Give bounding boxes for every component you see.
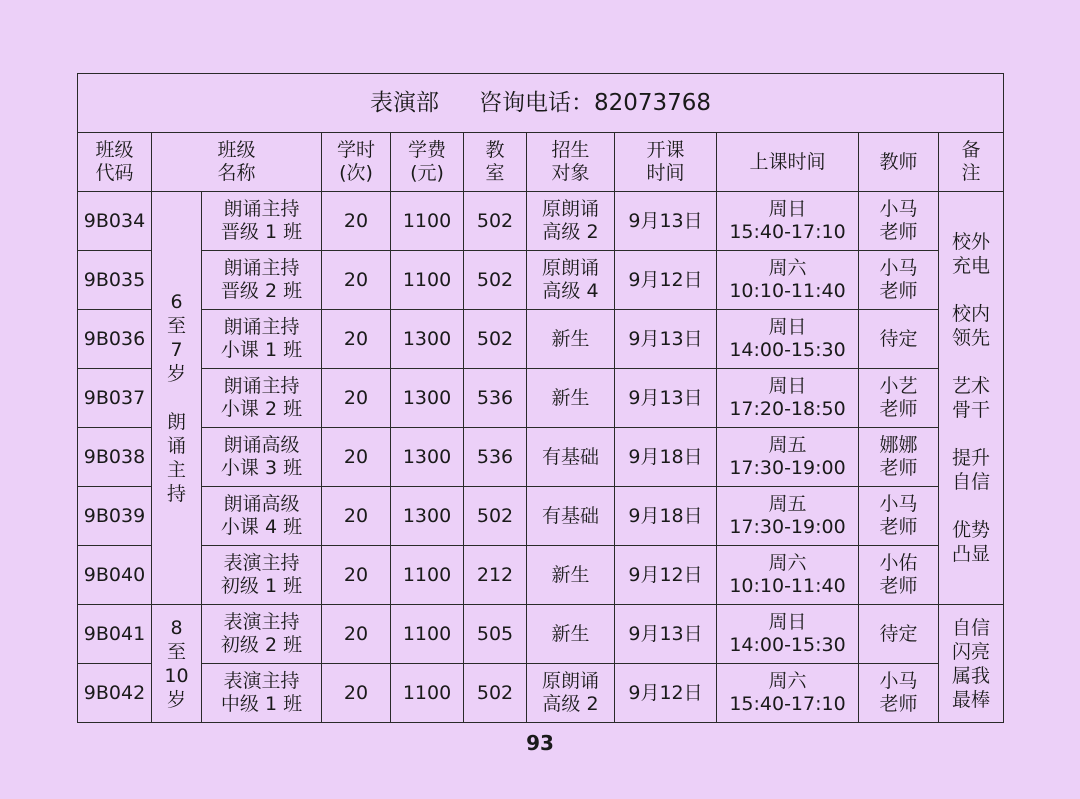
class-start-date: 9月13日 [615,369,717,428]
class-weekday: 周日 [768,198,807,220]
class-room: 505 [464,605,527,664]
class-hours: 20 [322,605,391,664]
text-line: 学费 [407,139,446,161]
text-line: 小佑 [879,552,918,574]
text-line: 领先 [952,327,991,349]
text-line: 晋级 1 班 [220,221,303,243]
text-line: 表演主持 [223,552,300,574]
class-time [717,192,859,251]
text-line: 备 [961,139,981,161]
class-time [717,487,859,546]
text-line: 有基础 [541,445,599,468]
text-line: 上课时间 [749,150,826,173]
class-time [717,251,859,310]
class-start-date: 9月13日 [615,605,717,664]
class-target [527,310,615,369]
class-hours: 20 [322,369,391,428]
age-group-cell [152,605,202,723]
text-line: 诵 [166,435,186,457]
class-time [717,369,859,428]
class-name [202,192,322,251]
text-line: 小马 [879,198,918,220]
text-line: 6 [170,291,183,313]
text-line: 至 [166,640,186,663]
class-target [527,192,615,251]
text-line [939,494,1003,518]
notes-cell [939,192,1004,605]
class-time [717,310,859,369]
text-line: 岁 [166,688,186,711]
text-line: 校外 [952,231,991,253]
class-fee: 1300 [391,369,464,428]
text-line: 朗诵主持 [223,257,300,279]
class-time-range: 17:30-19:00 [729,516,846,538]
text-line: 最棒 [952,688,991,711]
text-line: 新生 [551,327,590,350]
col-teacher-header [859,133,939,192]
text-line: 小课 3 班 [220,457,303,479]
notes-cell [939,605,1004,723]
text-line: 小艺 [879,375,918,397]
col-code-header [78,133,152,192]
class-fee: 1100 [391,664,464,723]
class-teacher [859,546,939,605]
text-line: 注 [961,162,981,184]
text-line: 教 [485,139,505,161]
table-row [78,664,1004,723]
text-line: (元) [410,162,444,184]
class-time-range: 15:40-17:10 [729,693,846,715]
class-code: 9B041 [78,605,152,664]
text-line: 朗诵高级 [223,493,300,515]
table-title [78,74,1004,133]
department-name: 表演部 [369,89,439,116]
class-teacher [859,664,939,723]
class-fee: 1100 [391,605,464,664]
text-line: 初级 1 班 [220,575,303,597]
class-fee: 1100 [391,251,464,310]
text-line: 待定 [879,327,918,350]
text-line: 优势 [952,519,991,541]
class-room: 536 [464,428,527,487]
table-row [78,310,1004,369]
phone-number: 82073768 [593,89,712,116]
text-line: 属我 [952,664,991,687]
text-line [939,422,1003,446]
class-room: 212 [464,546,527,605]
text-line: 小课 1 班 [220,339,303,361]
text-line: 老师 [879,398,918,420]
col-time-header [717,133,859,192]
text-line: 教师 [879,150,918,173]
class-start-date: 9月13日 [615,310,717,369]
text-line: 朗诵主持 [223,375,300,397]
text-line: 高级 4 [542,280,599,302]
text-line: 班级 [95,139,134,161]
class-time [717,428,859,487]
text-line: 新生 [551,386,590,409]
text-line: 10 [164,664,189,687]
text-line: 老师 [879,693,918,715]
text-line: 名称 [217,162,256,184]
class-start-date: 9月12日 [615,546,717,605]
class-teacher [859,251,939,310]
class-weekday: 周五 [768,434,807,456]
class-target [527,546,615,605]
class-hours: 20 [322,310,391,369]
text-line: (次) [339,162,373,184]
class-time-range: 10:10-11:40 [729,280,846,302]
class-name [202,428,322,487]
text-line: 朗诵主持 [223,198,300,220]
class-room: 502 [464,664,527,723]
class-hours: 20 [322,487,391,546]
phone-label: 咨询电话： [478,89,594,116]
class-start-date: 9月18日 [615,487,717,546]
text-line: 艺术 [952,375,991,397]
text-line: 老师 [879,221,918,243]
class-weekday: 周六 [768,670,807,692]
text-line: 充电 [952,255,991,277]
class-target [527,664,615,723]
text-line: 时间 [646,162,685,184]
header-row [78,133,1004,192]
text-line: 小马 [879,257,918,279]
class-weekday: 周日 [768,375,807,397]
class-room: 502 [464,251,527,310]
text-line: 凸显 [952,543,991,565]
table-row [78,546,1004,605]
age-group-cell [152,192,202,605]
class-code: 9B037 [78,369,152,428]
text-line: 主 [166,459,186,481]
col-fee-header [391,133,464,192]
text-line: 对象 [551,162,590,184]
text-line: 自信 [952,616,991,639]
text-line: 校内 [952,303,991,325]
class-teacher [859,605,939,664]
text-line: 学时 [336,139,375,161]
class-code: 9B039 [78,487,152,546]
col-start-header [615,133,717,192]
table-row [78,369,1004,428]
class-name [202,664,322,723]
text-line: 高级 2 [542,693,599,715]
text-line: 待定 [879,622,918,645]
class-room: 502 [464,192,527,251]
text-line: 初级 2 班 [220,634,303,656]
class-time-range: 14:00-15:30 [729,339,846,361]
text-line: 娜娜 [879,434,918,456]
text-line: 朗诵主持 [223,316,300,338]
text-line: 表演主持 [223,611,300,633]
class-room: 502 [464,487,527,546]
class-room: 502 [464,310,527,369]
class-time [717,664,859,723]
text-line: 原朗诵 [541,257,599,279]
class-time-range: 10:10-11:40 [729,575,846,597]
class-teacher [859,428,939,487]
class-time-range: 14:00-15:30 [729,634,846,656]
class-name [202,487,322,546]
text-line: 自信 [952,471,991,493]
page-number: 93 [526,731,554,755]
text-line: 骨干 [952,399,991,421]
text-line: 8 [170,616,183,639]
text-line: 招生 [551,139,590,161]
table-row [78,192,1004,251]
table-row [78,428,1004,487]
class-name [202,605,322,664]
course-schedule-table [77,73,1004,723]
class-name [202,310,322,369]
text-line: 表演主持 [223,670,300,692]
text-line: 班级 [217,139,256,161]
text-line: 7 [170,339,183,361]
text-line: 小马 [879,493,918,515]
class-teacher [859,310,939,369]
class-weekday: 周六 [768,257,807,279]
class-room: 536 [464,369,527,428]
class-teacher [859,369,939,428]
class-target [527,487,615,546]
col-name-header [152,133,322,192]
col-hours-header [322,133,391,192]
class-time [717,546,859,605]
class-hours: 20 [322,192,391,251]
class-code: 9B034 [78,192,152,251]
text-line: 朗 [166,411,186,433]
class-code: 9B042 [78,664,152,723]
text-line [939,350,1003,374]
class-start-date: 9月12日 [615,251,717,310]
class-code: 9B040 [78,546,152,605]
class-fee: 1100 [391,546,464,605]
text-line: 开课 [646,139,685,161]
class-name [202,251,322,310]
text-line [939,278,1003,302]
class-start-date: 9月12日 [615,664,717,723]
class-hours: 20 [322,546,391,605]
class-weekday: 周日 [768,611,807,633]
class-target [527,428,615,487]
class-target [527,605,615,664]
text-line: 老师 [879,280,918,302]
text-line: 小课 4 班 [220,516,303,538]
class-weekday: 周六 [768,552,807,574]
class-time-range: 17:20-18:50 [729,398,846,420]
class-hours: 20 [322,251,391,310]
text-line [152,386,201,410]
text-line: 代码 [95,162,134,184]
text-line: 新生 [551,563,590,586]
col-target-header [527,133,615,192]
class-target [527,251,615,310]
text-line: 闪亮 [952,640,991,663]
text-line: 小课 2 班 [220,398,303,420]
text-line: 新生 [551,622,590,645]
class-time-range: 15:40-17:10 [729,221,846,243]
text-line: 岁 [166,363,186,385]
col-room-header [464,133,527,192]
class-code: 9B035 [78,251,152,310]
table-row [78,605,1004,664]
class-weekday: 周日 [768,316,807,338]
text-line: 中级 1 班 [220,693,303,715]
text-line: 小马 [879,670,918,692]
class-start-date: 9月13日 [615,192,717,251]
class-fee: 1300 [391,428,464,487]
text-line: 朗诵高级 [223,434,300,456]
class-teacher [859,487,939,546]
text-line: 室 [485,162,505,184]
table-row [78,487,1004,546]
text-line: 原朗诵 [541,198,599,220]
class-name [202,546,322,605]
class-fee: 1300 [391,310,464,369]
text-line: 有基础 [541,504,599,527]
class-code: 9B036 [78,310,152,369]
class-start-date: 9月18日 [615,428,717,487]
text-line: 老师 [879,457,918,479]
table-row [78,251,1004,310]
class-hours: 20 [322,428,391,487]
class-fee: 1300 [391,487,464,546]
class-time [717,605,859,664]
col-notes-header [939,133,1004,192]
class-time-range: 17:30-19:00 [729,457,846,479]
text-line: 提升 [952,447,991,469]
text-line: 晋级 2 班 [220,280,303,302]
class-fee: 1100 [391,192,464,251]
class-code: 9B038 [78,428,152,487]
text-line: 老师 [879,575,918,597]
text-line: 高级 2 [542,221,599,243]
class-hours: 20 [322,664,391,723]
text-line: 至 [166,315,186,337]
class-weekday: 周五 [768,493,807,515]
text-line: 持 [166,483,186,505]
class-name [202,369,322,428]
class-teacher [859,192,939,251]
class-target [527,369,615,428]
text-line: 原朗诵 [541,670,599,692]
text-line: 老师 [879,516,918,538]
